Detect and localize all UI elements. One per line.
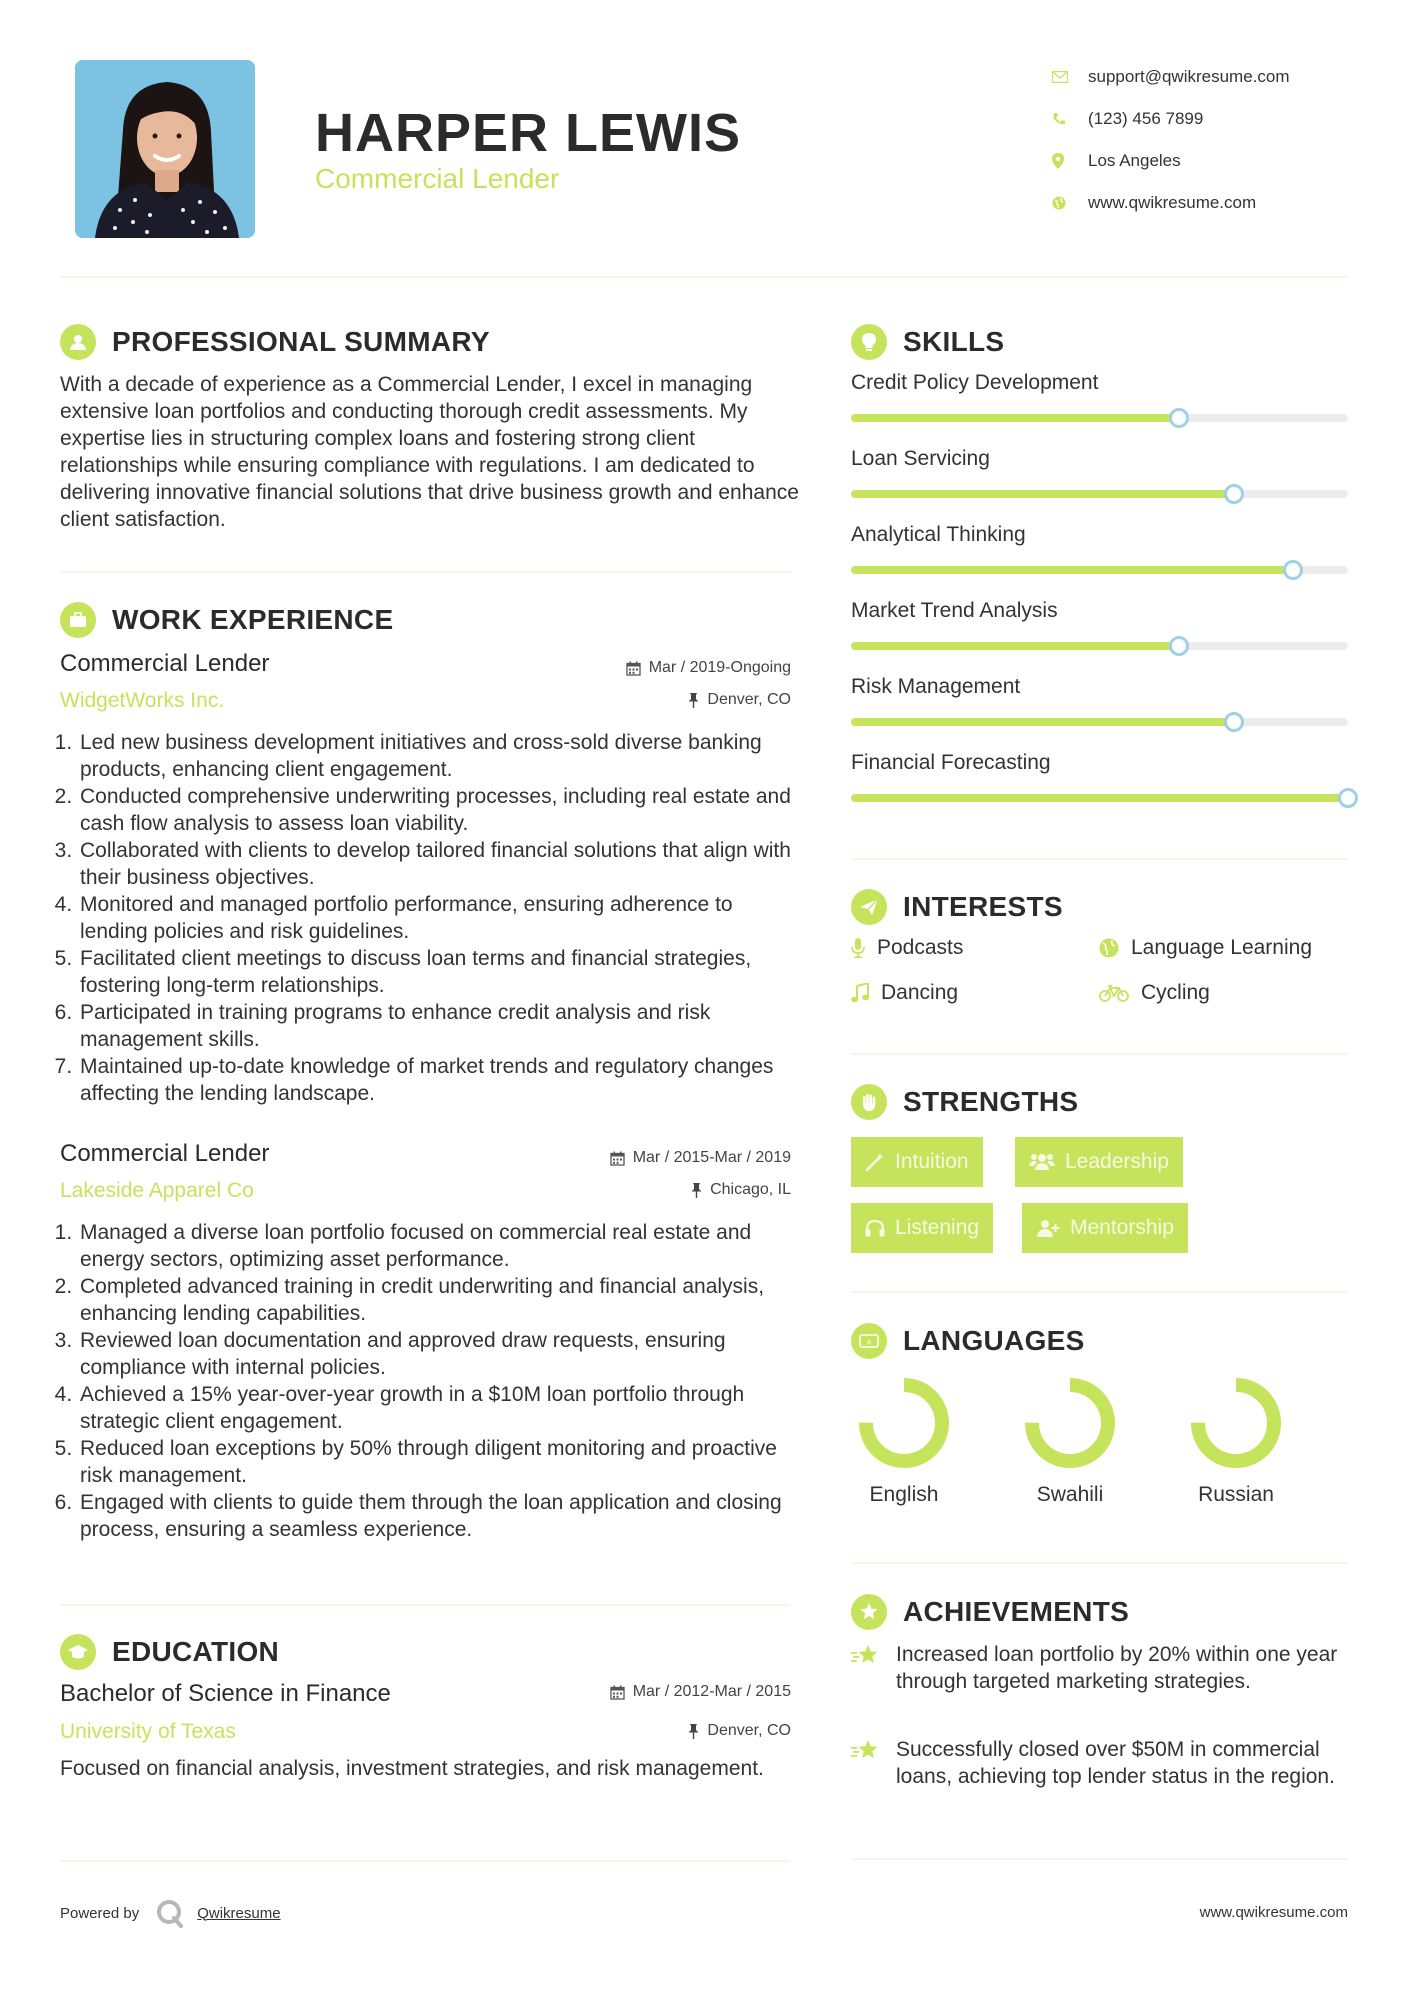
strengths-heading: STRENGTHS [903,1086,1079,1117]
interest-label: Podcasts [877,936,964,959]
job-1-company: WidgetWorks Inc. [60,689,225,712]
language-name: Swahili [1036,1483,1104,1506]
skill-name: Credit Policy Development [851,371,1099,394]
job-2-location [691,1181,791,1199]
skill-bar [851,566,1348,574]
user-plus-icon [1036,1218,1060,1238]
achievement-text: Increased loan portfolio by 20% within one year through targeted marketing strategies. [896,1643,1338,1693]
magic-wand-icon [865,1152,885,1172]
interests-header [851,889,1063,925]
skill-bar-fill [851,642,1179,650]
strength-tag [851,1203,993,1253]
job-2-dates [610,1149,791,1167]
achievement-item [851,1736,1351,1790]
headphones-icon [865,1219,885,1237]
languages-header [851,1323,1085,1359]
job-1-dates [626,659,791,677]
users-icon [1029,1152,1055,1172]
candidate-title: Commercial Lender [315,163,560,194]
skill-bar-knob [1169,636,1189,656]
skill-bar [851,414,1348,422]
trophy-star-icon [851,1594,887,1630]
interest-item [1099,936,1312,960]
briefcase-icon [60,602,96,638]
skill-bar [851,490,1348,498]
contact-location [1052,140,1382,182]
calendar-icon [626,661,641,676]
language-level-ring [1022,1375,1118,1471]
job-1-location [688,691,791,709]
candidate-name: HARPER LEWIS [315,103,742,163]
contact-email-text: support@qwikresume.com [1088,67,1290,86]
experience-header [60,602,393,638]
contact-phone[interactable] [1052,98,1382,140]
summary-text: With a decade of experience as a Commercial Lender, I excel in managing extensive loan portfolios and conducting thorough credit assessments. My expertise lies in structuring complex loans and fostering strong client relationships while ensuring compliance with regulations. I am dedicated to delivering innovative financial solutions that drive business growth and enhance client satisfaction. [60,373,799,531]
skill-bar-knob [1224,712,1244,732]
education-location-text: Denver, CO [707,1722,791,1739]
microphone-icon [851,938,865,958]
strength-label: Intuition [895,1150,969,1173]
skill-bar [851,642,1348,650]
achievement-text: Successfully closed over $50M in commercial loans, achieving top lender status in the region. [896,1738,1335,1788]
skill-name: Market Trend Analysis [851,599,1058,622]
interest-label: Language Learning [1131,936,1313,959]
language-item [1010,1375,1130,1507]
interest-item [851,981,958,1005]
summary-divider [60,571,791,573]
education-location [688,1722,791,1740]
achievement-item [851,1641,1351,1695]
achievements-divider [851,1858,1348,1860]
globe-icon [1052,196,1088,210]
list-item: 2. Conducted comprehensive underwriting processes, including real estate and cash flow analysis to assess loan viability. [78,783,795,837]
skill-bar [851,794,1348,802]
language-level-ring [1188,1375,1284,1471]
contact-phone-text: (123) 456 7899 [1088,109,1204,128]
star-icon [851,1641,896,1695]
calendar-icon [610,1685,625,1700]
interest-item [1099,981,1210,1005]
education-degree: Bachelor of Science in Finance [60,1680,391,1707]
calendar-icon [610,1151,625,1166]
contact-location-text: Los Angeles [1088,151,1181,170]
experience-divider [60,1604,791,1606]
list-item: 5. Reduced loan exceptions by 50% through diligent monitoring and proactive risk management. [78,1435,795,1489]
skill-item [851,447,1348,471]
svg-text:A: A [866,1338,872,1347]
strength-tag [851,1137,983,1187]
list-item: 4. Achieved a 15% year-over-year growth in a $10M loan portfolio through strategic client engagement. [78,1381,795,1435]
skill-item [851,371,1348,395]
globe-icon [1099,938,1119,958]
strength-tag [1022,1203,1188,1253]
pushpin-icon [691,1183,702,1198]
job-2-company: Lakeside Apparel Co [60,1179,254,1202]
interests-divider [851,1053,1348,1055]
skill-bar-knob [1338,788,1358,808]
list-item: 6. Engaged with clients to guide them through the loan application and closing process, ensuring a seamless experience. [78,1489,795,1543]
bicycle-icon [1099,984,1129,1002]
language-icon [851,1323,887,1359]
skill-name: Risk Management [851,675,1021,698]
contact-website-text: www.qwikresume.com [1088,193,1257,212]
skill-bar [851,718,1348,726]
skill-bar-fill [851,414,1179,422]
skill-item [851,599,1348,623]
strength-tag [1015,1137,1183,1187]
profile-photo [75,60,255,238]
job-2-duties [60,1219,795,1543]
languages-divider [851,1562,1348,1564]
skill-name: Financial Forecasting [851,751,1051,774]
footer-website-link[interactable]: www.qwikresume.com [1199,1904,1348,1921]
interests-heading: INTERESTS [903,891,1063,922]
summary-heading: PROFESSIONAL SUMMARY [112,326,490,357]
strengths-header [851,1084,1078,1120]
skill-item [851,523,1348,547]
user-icon [60,324,96,360]
achievements-heading: ACHIEVEMENTS [903,1596,1130,1627]
strength-label: Listening [895,1216,980,1239]
list-item: 6. Participated in training programs to enhance credit analysis and risk management skills. [78,999,795,1053]
phone-icon [1052,112,1088,126]
envelope-icon [1052,71,1088,83]
contact-info [1052,56,1382,224]
strength-label: Leadership [1065,1150,1169,1173]
interest-label: Dancing [881,981,959,1004]
footer-powered-by [60,1898,281,1928]
pushpin-icon [688,1724,699,1739]
list-item: 4. Monitored and managed portfolio performance, ensuring adherence to lending policies and risk guidelines. [78,891,795,945]
summary-header [60,324,490,360]
job-2-location-text: Chicago, IL [710,1181,791,1198]
skill-bar-knob [1283,560,1303,580]
language-item [844,1375,964,1507]
language-level-ring [856,1375,952,1471]
qwikresume-logo-icon [155,1898,185,1928]
list-item: 1. Led new business development initiatives and cross-sold diverse banking products, enhancing client engagement. [78,729,795,783]
header-divider [60,276,1349,278]
job-2-role: Commercial Lender [60,1140,270,1167]
job-1-location-text: Denver, CO [707,691,791,708]
skill-bar-fill [851,794,1348,802]
list-item: 5. Facilitated client meetings to discuss loan terms and financial strategies, fostering long-term relationships. [78,945,795,999]
profile-photo-image [75,60,255,238]
interest-item [851,936,963,960]
language-item [1176,1375,1296,1507]
education-header [60,1634,279,1670]
education-dates-text: Mar / 2012-Mar / 2015 [632,1683,791,1700]
strength-label: Mentorship [1070,1216,1174,1239]
language-name: English [869,1483,939,1506]
graduation-cap-icon [60,1634,96,1670]
experience-heading: WORK EXPERIENCE [112,604,394,635]
list-item: 2. Completed advanced training in credit underwriting and financial analysis, enhancing lending capabilities. [78,1273,795,1327]
achievements-header [851,1594,1129,1630]
list-item: 7. Maintained up-to-date knowledge of market trends and regulatory changes affecting the lending landscape. [78,1053,795,1107]
language-name: Russian [1198,1483,1274,1506]
list-item: 3. Reviewed loan documentation and approved draw requests, ensuring compliance with internal policies. [78,1327,795,1381]
list-item: 1. Managed a diverse loan portfolio focused on commercial real estate and energy sectors, optimizing asset performance. [78,1219,795,1273]
skill-bar-fill [851,566,1293,574]
strengths-divider [851,1291,1348,1293]
skill-name: Analytical Thinking [851,523,1026,546]
skill-item [851,675,1348,699]
skill-name: Loan Servicing [851,447,990,470]
education-divider [60,1860,791,1862]
education-description: Focused on financial analysis, investment strategies, and risk management. [60,1757,764,1780]
skill-bar-fill [851,718,1234,726]
job-2-dates-text: Mar / 2015-Mar / 2019 [632,1149,791,1166]
skills-divider [851,858,1348,860]
skills-header [851,324,1004,360]
star-icon [851,1736,896,1790]
languages-heading: LANGUAGES [903,1325,1085,1356]
skill-bar-fill [851,490,1234,498]
map-pin-icon [1052,153,1088,169]
job-1-role: Commercial Lender [60,650,270,677]
interest-label: Cycling [1141,981,1210,1004]
skill-bar-knob [1169,408,1189,428]
qwikresume-link[interactable]: Qwikresume [197,1904,281,1922]
skills-heading: SKILLS [903,326,1005,357]
pushpin-icon [688,693,699,708]
hand-icon [851,1084,887,1120]
powered-by-label: Powered by [60,1904,140,1922]
contact-website[interactable] [1052,182,1382,224]
list-item: 3. Collaborated with clients to develop tailored financial solutions that align with their business objectives. [78,837,795,891]
job-1-dates-text: Mar / 2019-Ongoing [648,659,791,676]
music-icon [851,983,869,1003]
lightbulb-icon [851,324,887,360]
skill-item [851,751,1348,775]
contact-email[interactable] [1052,56,1382,98]
skill-bar-knob [1224,484,1244,504]
education-dates [610,1683,791,1701]
education-heading: EDUCATION [112,1636,280,1667]
education-school: University of Texas [60,1720,236,1743]
job-1-duties [60,729,795,1107]
paper-plane-icon [851,889,887,925]
